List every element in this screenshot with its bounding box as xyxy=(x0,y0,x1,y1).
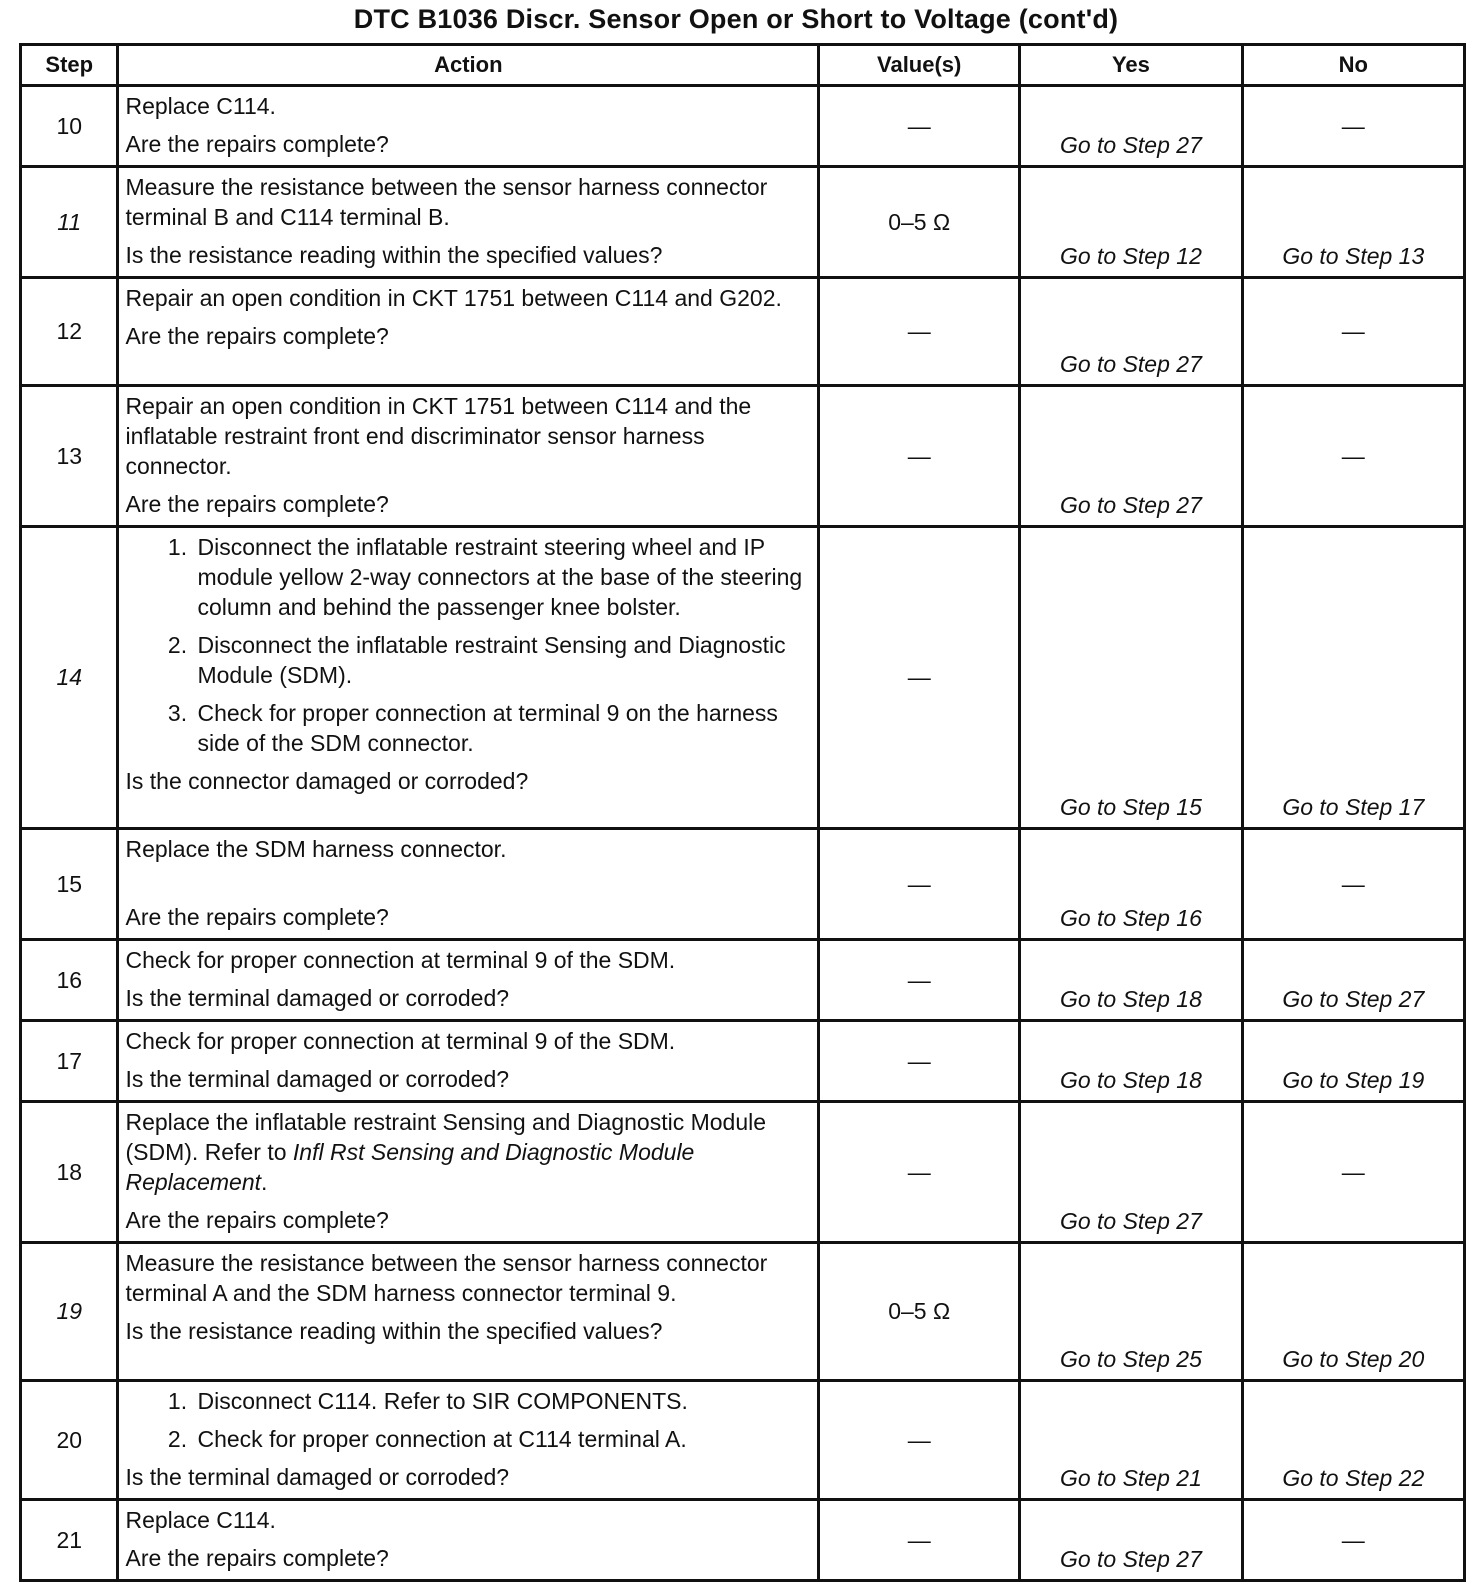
no-cell: Go to Step 27 xyxy=(1242,940,1464,1021)
action-step: 2. Check for proper connection at C114 terminal A. xyxy=(193,1424,811,1454)
action-cell xyxy=(118,167,819,278)
table-row xyxy=(21,829,1465,940)
table-row xyxy=(21,1381,1465,1500)
action-text: Check for proper connection at terminal 9 of the SDM. xyxy=(125,1028,676,1054)
yes-cell: Go to Step 16 xyxy=(1020,829,1242,940)
header-action: Action xyxy=(118,45,819,86)
action-cell xyxy=(118,1243,819,1381)
yes-cell: Go to Step 18 xyxy=(1020,940,1242,1021)
value-cell: — xyxy=(819,1102,1020,1243)
value-cell: — xyxy=(819,86,1020,167)
step-cell: 19 xyxy=(21,1243,118,1381)
action-cell xyxy=(118,1381,819,1500)
action-text: Check for proper connection at terminal 9 of the SDM. xyxy=(125,947,676,973)
table-row xyxy=(21,86,1465,167)
action-steps-list xyxy=(125,1386,811,1454)
action-question: Is the resistance reading within the specified values? xyxy=(125,1318,663,1344)
step-cell: 13 xyxy=(21,386,118,527)
header-values: Value(s) xyxy=(819,45,1020,86)
yes-cell: Go to Step 15 xyxy=(1020,527,1242,829)
action-text: Repair an open condition in CKT 1751 between C114 and G202. xyxy=(125,285,782,311)
action-question: Is the terminal damaged or corroded? xyxy=(125,985,510,1011)
value-cell: — xyxy=(819,1500,1020,1581)
step-cell: 18 xyxy=(21,1102,118,1243)
value-cell: — xyxy=(819,527,1020,829)
action-cell xyxy=(118,278,819,386)
yes-cell: Go to Step 25 xyxy=(1020,1243,1242,1381)
action-cell xyxy=(118,829,819,940)
action-cell xyxy=(118,940,819,1021)
table-row xyxy=(21,1500,1465,1581)
action-text: Measure the resistance between the sensor harness connector terminal A and the SDM harness connector terminal 9. xyxy=(125,1250,768,1306)
yes-cell: Go to Step 27 xyxy=(1020,386,1242,527)
no-cell: — xyxy=(1242,278,1464,386)
action-step: 2. Disconnect the inflatable restraint Sensing and Diagnostic Module (SDM). xyxy=(193,630,811,690)
no-cell: — xyxy=(1242,829,1464,940)
action-question: Is the resistance reading within the specified values? xyxy=(125,242,663,268)
step-cell: 10 xyxy=(21,86,118,167)
table-header-row xyxy=(21,45,1465,86)
value-cell: — xyxy=(819,278,1020,386)
action-cell xyxy=(118,86,819,167)
step-cell: 20 xyxy=(21,1381,118,1500)
no-cell: Go to Step 17 xyxy=(1242,527,1464,829)
no-cell: — xyxy=(1242,386,1464,527)
value-cell: — xyxy=(819,386,1020,527)
action-steps-list xyxy=(125,532,811,758)
action-text: Replace the SDM harness connector. xyxy=(125,836,507,862)
step-cell: 16 xyxy=(21,940,118,1021)
table-row xyxy=(21,278,1465,386)
action-text: Measure the resistance between the sensor harness connector terminal B and C114 terminal B. xyxy=(125,174,768,230)
no-cell: — xyxy=(1242,1500,1464,1581)
page-title: DTC B1036 Discr. Sensor Open or Short to Voltage (cont'd) xyxy=(353,4,1119,34)
action-text: Replace C114. xyxy=(125,1507,276,1533)
table-row xyxy=(21,1243,1465,1381)
yes-cell: Go to Step 27 xyxy=(1020,1500,1242,1581)
action-cell xyxy=(118,1021,819,1102)
action-step: 3. Check for proper connection at terminal 9 on the harness side of the SDM connector. xyxy=(193,698,811,758)
step-cell: 12 xyxy=(21,278,118,386)
table-row xyxy=(21,167,1465,278)
header-yes: Yes xyxy=(1020,45,1242,86)
action-question: Are the repairs complete? xyxy=(125,131,389,157)
step-cell: 21 xyxy=(21,1500,118,1581)
action-text: Repair an open condition in CKT 1751 between C114 and the inflatable restraint front end discriminator sensor harness connector. xyxy=(125,393,752,479)
table-row xyxy=(21,527,1465,829)
step-cell: 15 xyxy=(21,829,118,940)
action-question: Is the terminal damaged or corroded? xyxy=(125,1464,510,1490)
action-question: Are the repairs complete? xyxy=(125,1545,389,1571)
no-cell: Go to Step 13 xyxy=(1242,167,1464,278)
header-no: No xyxy=(1242,45,1464,86)
step-cell: 11 xyxy=(21,167,118,278)
no-cell: — xyxy=(1242,86,1464,167)
value-cell: — xyxy=(819,940,1020,1021)
value-cell: 0–5 Ω xyxy=(819,1243,1020,1381)
no-cell: — xyxy=(1242,1102,1464,1243)
step-cell: 17 xyxy=(21,1021,118,1102)
no-cell: Go to Step 20 xyxy=(1242,1243,1464,1381)
action-question: Is the connector damaged or corroded? xyxy=(125,768,529,794)
action-question: Are the repairs complete? xyxy=(125,904,389,930)
action-question: Are the repairs complete? xyxy=(125,323,389,349)
table-row xyxy=(21,386,1465,527)
no-cell: Go to Step 19 xyxy=(1242,1021,1464,1102)
value-cell: 0–5 Ω xyxy=(819,167,1020,278)
header-step: Step xyxy=(21,45,118,86)
no-cell: Go to Step 22 xyxy=(1242,1381,1464,1500)
yes-cell: Go to Step 27 xyxy=(1020,1102,1242,1243)
yes-cell: Go to Step 27 xyxy=(1020,86,1242,167)
action-step: 1. Disconnect the inflatable restraint steering wheel and IP module yellow 2-way connectors at the base of the steering column and behind the passenger knee bolster. xyxy=(193,532,811,622)
reference-title: Infl Rst Sensing and Diagnostic Module Replacement xyxy=(125,1139,695,1195)
action-cell xyxy=(118,1102,819,1243)
yes-cell: Go to Step 27 xyxy=(1020,278,1242,386)
action-cell xyxy=(118,527,819,829)
table-row xyxy=(21,1102,1465,1243)
action-question: Is the terminal damaged or corroded? xyxy=(125,1066,510,1092)
diagnostic-table xyxy=(19,43,1466,1582)
action-question: Are the repairs complete? xyxy=(125,491,389,517)
table-row xyxy=(21,1021,1465,1102)
action-step: 1. Disconnect C114. Refer to SIR COMPONENTS. xyxy=(193,1386,811,1416)
table-row xyxy=(21,940,1465,1021)
action-cell xyxy=(118,1500,819,1581)
value-cell: — xyxy=(819,1021,1020,1102)
step-cell: 14 xyxy=(21,527,118,829)
action-text: Replace C114. xyxy=(125,93,276,119)
action-cell xyxy=(118,386,819,527)
yes-cell: Go to Step 18 xyxy=(1020,1021,1242,1102)
action-question: Are the repairs complete? xyxy=(125,1207,389,1233)
action-text: Replace the inflatable restraint Sensing and Diagnostic Module (SDM). Refer to Infl Rst Sensing and Diagnostic Module Replacement. xyxy=(125,1109,767,1195)
value-cell: — xyxy=(819,1381,1020,1500)
value-cell: — xyxy=(819,829,1020,940)
yes-cell: Go to Step 21 xyxy=(1020,1381,1242,1500)
yes-cell: Go to Step 12 xyxy=(1020,167,1242,278)
